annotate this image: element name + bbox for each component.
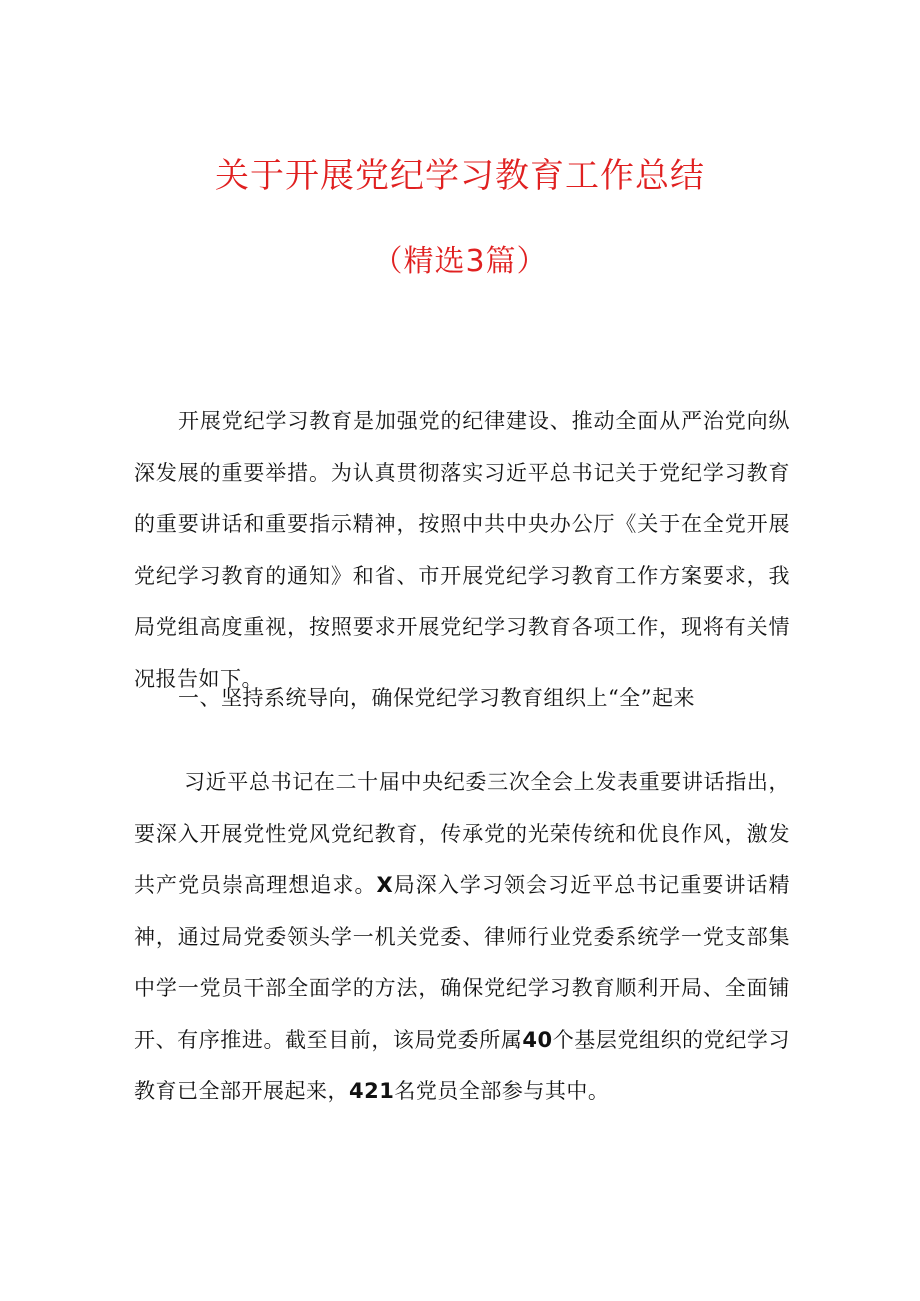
paragraph-text-part1: 习近平总书记在二十届中央纪委三次全会上发表重要讲话指出，要深入开展党性党风党纪教育，传承党的光荣传统和优良作风，激发共产党员崇高理想追求。 <box>134 770 790 897</box>
paragraph-text-part4: 名党员全部参与其中。 <box>394 1079 610 1103</box>
intro-paragraph: 开展党纪学习教育是加强党的纪律建设、推动全面从严治党向纵深发展的重要举措。为认真贯彻落实习近平总书记关于党纪学习教育的重要讲话和重要指示精神，按照中共中央办公厅《关于在全党开展党纪学习教育的通知》和省、市开展党纪学习教育工作方案要求，我局党组高度重视，按照要求开展党纪学习教育各项工作，现将有关情况报告如下。 <box>134 409 790 691</box>
paragraph-text-part2: 局深入学习领会习近平总书记重要讲话精神，通过局党委领头学一机关党委、律师行业党委系统学一党支部集中学一党员干部全面学的方法，确保党纪学习教育顺利开局、全面铺开、有序推进。截至目前，该局党委所属 <box>134 873 791 1052</box>
paragraph-text-part3: 个基层党组织的党纪学习教育已全部开展起来， <box>134 1027 790 1103</box>
document-subtitle: （精选3篇） <box>372 244 548 279</box>
section-1-paragraph <box>134 757 790 1118</box>
member-count-number: 421 <box>349 1079 395 1103</box>
document-title: 关于开展党纪学习教育工作总结 <box>215 156 705 196</box>
bureau-x-label: X <box>376 873 394 897</box>
org-count-number: 40 <box>522 1027 553 1052</box>
section-heading-1: 一、坚持系统导向，确保党纪学习教育组织上“全”起来 <box>178 686 695 710</box>
